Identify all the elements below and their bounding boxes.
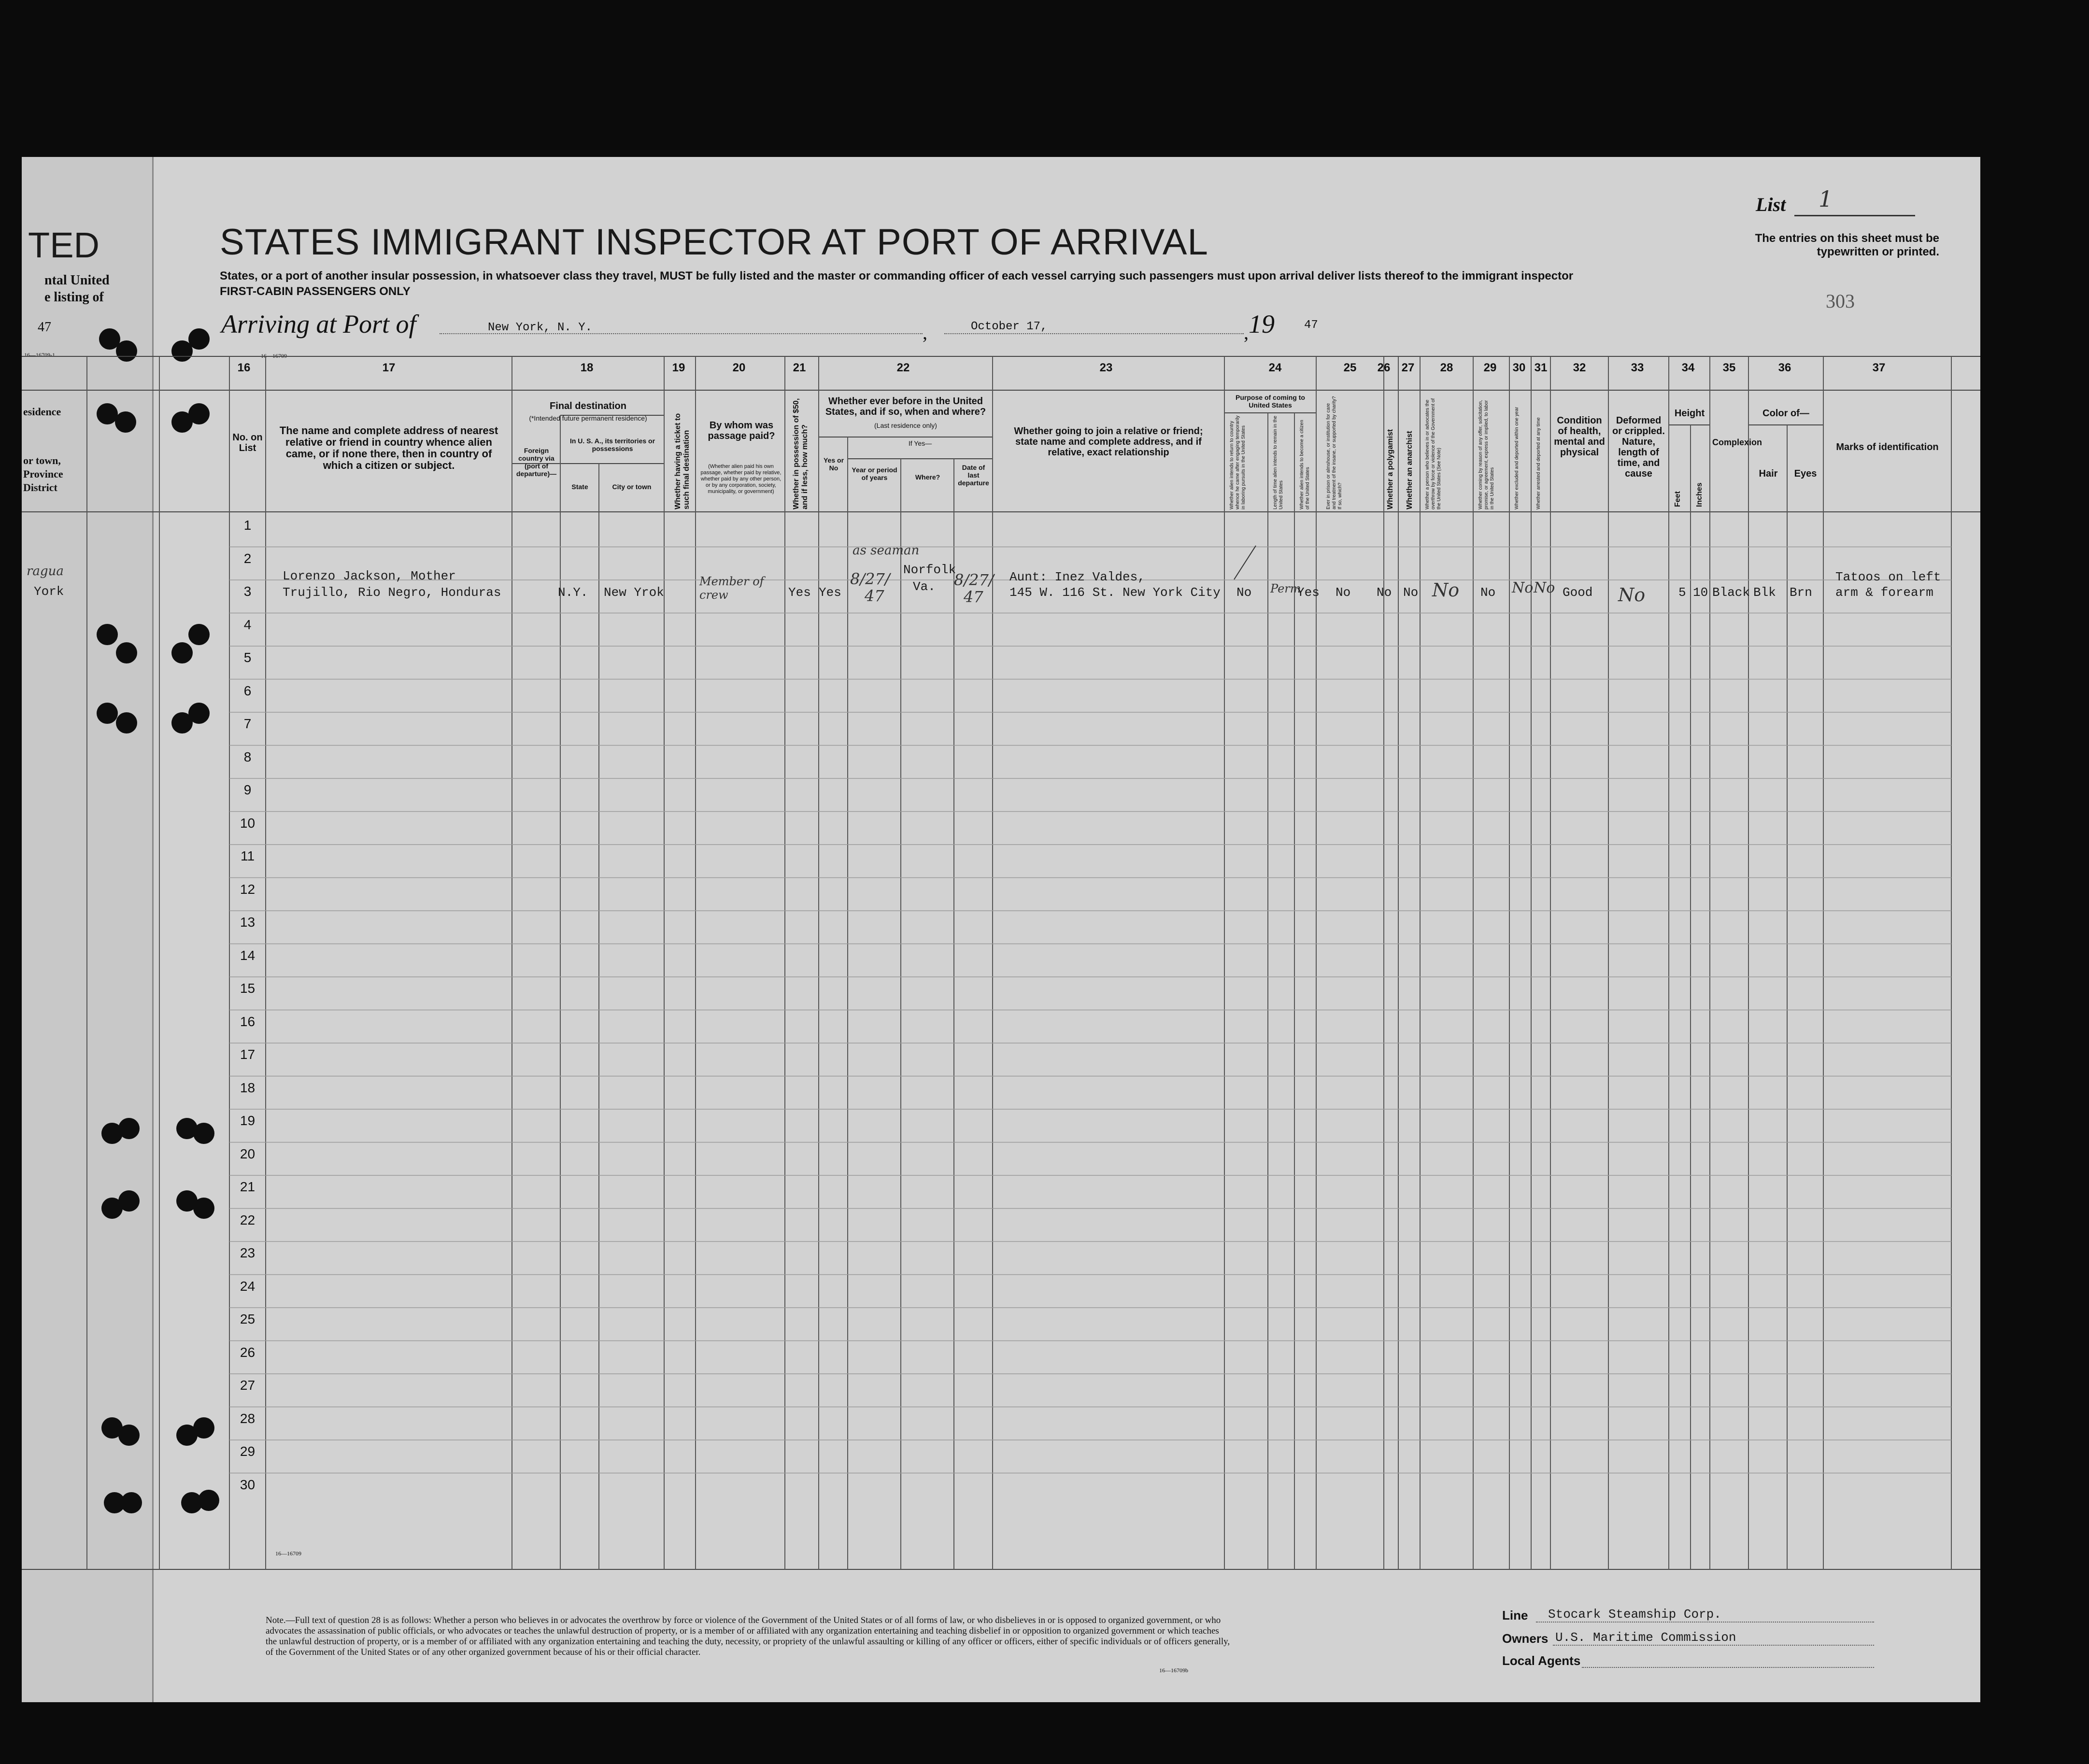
- marks-line1: Tatoos on left: [1835, 570, 1941, 584]
- header-feet: Feet: [1674, 491, 1682, 507]
- owners-value: U.S. Maritime Commission: [1555, 1630, 1736, 1645]
- header-marks: Marks of identification: [1836, 442, 1939, 452]
- form-code: 16—16709: [261, 353, 287, 359]
- note-form-code: 16—16709b: [1159, 1667, 1188, 1674]
- header-anarchist: Whether an anarchist: [1406, 431, 1414, 509]
- header-passage-paid-note: (Whether alien paid his own passage, whether paid by relative, whether paid by any other person, or by any corporation, society, municipality, or government): [700, 464, 782, 494]
- row-number: 29: [240, 1444, 256, 1459]
- row-number: 10: [240, 815, 256, 831]
- column-number: 33: [1631, 361, 1644, 374]
- header-height: Height: [1674, 408, 1705, 419]
- row-number: 21: [240, 1179, 256, 1194]
- purpose-citizen: Yes: [1297, 585, 1320, 600]
- row-number: 17: [240, 1047, 256, 1062]
- header-period: Year or period of years: [852, 466, 897, 481]
- row-number: 3: [243, 584, 252, 599]
- column-number: 16: [237, 361, 251, 374]
- header-deported: Whether arrested and deported at any time: [1536, 417, 1541, 509]
- column-number: 19: [672, 361, 685, 374]
- where-line2: Va.: [913, 579, 936, 594]
- left-fragment-line: ntal United: [44, 273, 110, 288]
- row-number: 23: [240, 1245, 256, 1260]
- ever-before: Yes: [819, 585, 841, 600]
- row-number: 4: [243, 617, 252, 632]
- header-polygamist: Whether a polygamist: [1386, 429, 1394, 509]
- header-purpose-length: Length of time alien intends to remain in the United States: [1273, 415, 1284, 509]
- purpose-return: No: [1236, 585, 1252, 600]
- height-inches: 10: [1693, 585, 1708, 600]
- header-departure: Date of last departure: [958, 464, 989, 487]
- header-deformed: Deformed or crippled. Nature, length of time, and cause: [1612, 415, 1665, 479]
- page-title: STATES IMMIGRANT INSPECTOR AT PORT OF ARRIVAL: [220, 222, 1208, 263]
- height-feet: 5: [1678, 585, 1686, 600]
- header-final-destination: Final destination: [550, 401, 626, 411]
- column-number: 22: [896, 361, 910, 374]
- arriving-label: Arriving at Port of: [221, 310, 416, 339]
- footer-form-code: 16—16709: [275, 1550, 301, 1557]
- header-purpose: Purpose of coming to United States: [1236, 394, 1305, 409]
- header-in-usa: In U. S. A., its territories or possessions: [569, 437, 655, 452]
- period-line2: 47: [865, 587, 884, 605]
- agents-rule: [1582, 1667, 1874, 1668]
- labor-offer-value: No: [1480, 585, 1496, 600]
- anarchist-value: No: [1403, 585, 1419, 600]
- row-number: 2: [243, 550, 252, 566]
- header-overthrow: Whether a person who believes in or advocates the overthrow by force or violence of the Government of the United States (See Note): [1425, 398, 1442, 509]
- departure-line2: 47: [964, 588, 983, 606]
- purpose-length: Perm: [1270, 582, 1301, 595]
- header-no-on-list: No. on List: [232, 432, 263, 453]
- row-number: 27: [240, 1378, 256, 1393]
- instructions-line: States, or a port of another insular possession, in whatsoever class they travel, MUST be fully listed and the master or commanding officer of each vessel carrying such passengers must upon arrival deliver lists thereof to the immigrant inspector: [220, 269, 1574, 282]
- row-number: 24: [240, 1278, 256, 1294]
- passenger-class: FIRST-CABIN PASSENGERS ONLY: [220, 285, 411, 298]
- relative-name: Lorenzo Jackson, Mother: [283, 569, 456, 583]
- header-purpose-citizen: Whether alien intends to become a citizen of the United States: [1299, 420, 1310, 509]
- period-line1: 8/27/: [850, 570, 890, 588]
- left-fragment-year: 47: [38, 320, 51, 335]
- row-number: 28: [240, 1411, 256, 1426]
- period-handwritten: as seaman: [853, 543, 920, 558]
- header-purpose-return: Whether alien intends to return to country whence he came after engaging temporarily in laboring pursuits in the United States: [1229, 415, 1246, 509]
- header-eyes: Eyes: [1794, 468, 1817, 479]
- money-value: Yes: [788, 585, 811, 600]
- year-suffix: 47: [1304, 319, 1318, 332]
- column-number: 34: [1681, 361, 1695, 374]
- left-fragment-line: e listing of: [44, 290, 104, 305]
- line-label: Line: [1502, 1608, 1528, 1623]
- header-final-destination-note: (*Intended future permanent residence): [529, 414, 647, 422]
- complexion-value: Black: [1712, 585, 1750, 600]
- header-ever-before-note: (Last residence only): [874, 422, 937, 429]
- left-column-heading: esidence: [23, 406, 61, 418]
- list-number: 1: [1819, 186, 1833, 212]
- agents-label: Local Agents: [1502, 1653, 1581, 1668]
- owners-rule: [1553, 1645, 1874, 1646]
- line-value: Stocark Steamship Corp.: [1548, 1607, 1721, 1622]
- row-number: 16: [240, 1014, 256, 1029]
- list-label: List: [1756, 194, 1786, 215]
- header-hair: Hair: [1759, 468, 1778, 479]
- passage-paid: Member of crew: [699, 575, 764, 602]
- destination-city: New Yrok: [604, 585, 664, 600]
- column-number: 32: [1573, 361, 1586, 374]
- row-number: 30: [240, 1477, 256, 1492]
- column-number: 17: [382, 361, 396, 374]
- header-where: Where?: [915, 473, 940, 481]
- row-number: 7: [243, 716, 252, 731]
- typed-note: The entries on this sheet must be typewritten or printed.: [1755, 232, 1939, 258]
- question-28-note: Note.—Full text of question 28 is as follows: Whether a person who believes in or advocates the overthrow by force or violence of the Government of the United States or of all forms of law, or who disbelieves in or is opposed to organized government, or who advocates the assassination of public officials, or who advocates or teaches the unlawful destruction of property, or is a member of or affiliated with any organization entertaining and teaching disbelief in or opposition to organized government or which teaches the unlawful destruction of property, or is a member of or affiliated with any organization entertaining and teaching the duty, necessity, or propriety of the unlawful assaulting or killing of any officer or officers, either of specific individuals or of officers generally, of the Government of the United States or of any other organized government because of his or their official character.: [266, 1615, 1230, 1657]
- row-number: 14: [240, 947, 256, 963]
- date-value: October 17,: [971, 320, 1048, 333]
- header-yes-no: Yes or No: [823, 456, 844, 472]
- row-number: 15: [240, 981, 256, 996]
- left-column-sub-line: Province: [23, 468, 63, 480]
- row-number: 11: [240, 848, 255, 863]
- column-number: 36: [1778, 361, 1791, 374]
- header-foreign-country: Foreign country via (port of departure)—: [516, 447, 557, 478]
- deported-value: No: [1534, 579, 1555, 596]
- header-if-yes: If Yes—: [908, 439, 932, 447]
- where-line1: Norfolk: [903, 563, 956, 577]
- header-labor-offer: Whether coming by reason of any offer, solicitation, promise, or agreement, express or implied, to labor in the United States: [1478, 400, 1495, 509]
- overthrow-value: No: [1432, 579, 1460, 601]
- column-number: 21: [793, 361, 806, 374]
- column-number: 24: [1268, 361, 1282, 374]
- header-money: Whether in possession of $50, and if less, how much?: [792, 398, 809, 509]
- row-number: 13: [240, 915, 256, 930]
- column-number: 20: [732, 361, 746, 374]
- polygamist-value: No: [1377, 585, 1392, 600]
- prison-value: No: [1336, 585, 1351, 600]
- row-number: 20: [240, 1146, 256, 1161]
- column-number: 23: [1099, 361, 1113, 374]
- relative-address: Trujillo, Rio Negro, Honduras: [283, 585, 501, 600]
- column-number: 28: [1440, 361, 1453, 374]
- page-number: 303: [1826, 290, 1855, 312]
- row-number: 25: [240, 1312, 256, 1327]
- header-ever-before: Whether ever before in the United States, and if so, when and where?: [825, 396, 986, 417]
- left-form-code: 16—16709-1: [24, 352, 55, 358]
- header-city: City or town: [612, 483, 652, 491]
- left-entry-city: York: [34, 584, 64, 599]
- column-number: 25: [1343, 361, 1357, 374]
- column-number: 27: [1401, 361, 1415, 374]
- year-prefix: 19: [1249, 310, 1275, 339]
- row-number: 9: [243, 782, 252, 797]
- header-color: Color of—: [1762, 408, 1809, 419]
- eyes-value: Brn: [1790, 585, 1812, 600]
- excluded-value: No: [1512, 579, 1534, 596]
- owners-label: Owners: [1502, 1631, 1549, 1646]
- row-number: 19: [240, 1113, 256, 1128]
- column-number: 37: [1872, 361, 1886, 374]
- column-number: 30: [1512, 361, 1526, 374]
- row-number: 18: [240, 1080, 256, 1095]
- departure-line1: 8/27/: [954, 571, 994, 589]
- header-excluded: Whether excluded and deported within one year: [1514, 407, 1520, 509]
- header-passage-paid: By whom was passage paid?: [708, 420, 775, 441]
- left-fragment-title: TED: [28, 225, 99, 265]
- header-prison: Ever in prison or almshouse, or institution for care and treatment of the insane, or supported by charity? If so, which?: [1326, 396, 1343, 509]
- marks-line2: arm & forearm: [1835, 585, 1933, 600]
- health-value: Good: [1563, 585, 1593, 600]
- column-number: 35: [1722, 361, 1736, 374]
- column-number: 26: [1377, 361, 1391, 374]
- hair-value: Blk: [1753, 585, 1776, 600]
- joining-name: Aunt: Inez Valdes,: [1009, 570, 1145, 584]
- row-number: 5: [243, 650, 252, 665]
- column-number: 31: [1534, 361, 1548, 374]
- header-state: State: [571, 483, 588, 491]
- row-number: 12: [240, 881, 256, 897]
- comma: ,: [1244, 322, 1249, 343]
- left-column-sub-line: District: [23, 481, 57, 494]
- row-number: 1: [243, 518, 252, 533]
- left-column-sub-line: or town,: [23, 454, 61, 466]
- row-number: 26: [240, 1344, 256, 1360]
- header-health: Condition of health, mental and physical: [1554, 415, 1605, 458]
- line-rule: [1536, 1622, 1874, 1623]
- deformed-value: No: [1618, 584, 1646, 606]
- comma: ,: [923, 322, 927, 343]
- row-number: 8: [243, 749, 252, 764]
- header-ticket: Whether having a ticket to such final destination: [674, 413, 691, 509]
- column-number: 29: [1483, 361, 1497, 374]
- row-number: 22: [240, 1212, 256, 1228]
- header-joining: Whether going to join a relative or friend; state name and complete address, and if relative, exact relationship: [1014, 426, 1203, 458]
- row-number: 6: [243, 683, 252, 698]
- header-inches: Inches: [1695, 482, 1704, 507]
- header-complexion: Complexion: [1712, 437, 1762, 447]
- left-entry-country: ragua: [27, 564, 64, 579]
- joining-address: 145 W. 116 St. New York City: [1009, 585, 1221, 600]
- destination-state: N.Y.: [558, 585, 588, 600]
- header-relative: The name and complete address of nearest relative or friend in country whence alien came, or if none there, then in country of which a citizen or subject.: [279, 424, 498, 471]
- port-value: New York, N. Y.: [488, 321, 593, 334]
- column-number: 18: [580, 361, 594, 374]
